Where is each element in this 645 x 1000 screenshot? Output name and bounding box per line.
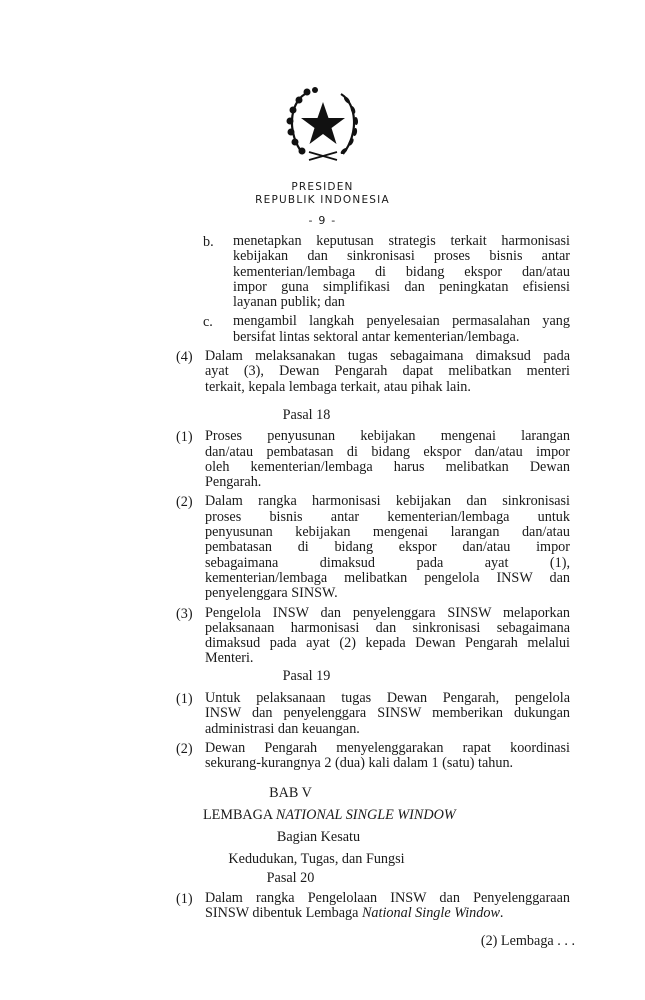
bagian-subtitle: Kedudukan, Tugas, dan Fungsi — [228, 851, 405, 867]
pasal-20-paragraph-1 — [0, 891, 645, 922]
text-line: impor guna simplifikasi dan peningkatan efisiensi — [233, 278, 570, 295]
text-italic: National Single Window — [361, 905, 500, 922]
text-line: dimaksud pada ayat (2) kepada Dewan Pengarah melalui — [205, 635, 570, 652]
text-line: pembatasan di bidang ekspor dan/atau impor — [205, 539, 570, 556]
text-line: bersifat lintas sektoral antar kementerian/lembaga. — [233, 328, 520, 345]
text-line: penyelenggara SINSW. — [205, 585, 338, 602]
continuation-marker: (2) Lembaga . . . — [480, 933, 575, 949]
bab-subtitle-italic: NATIONAL SINGLE WINDOW — [275, 807, 456, 823]
pasal-19-paragraph-1 — [0, 691, 645, 737]
pasal-20-title: Pasal 20 — [266, 870, 315, 886]
pasal-18-paragraph-1 — [0, 429, 645, 490]
text-suffix: . — [499, 905, 504, 922]
text-line: sekurang-kurangnya 2 (dua) kali dalam 1 (satu) tahun. — [205, 755, 514, 772]
bab-title: BAB V — [269, 785, 312, 801]
item-label: c. — [203, 314, 213, 331]
paragraph-number: (3) — [176, 605, 193, 622]
text-prefix: SINSW dibentuk Lembaga — [205, 905, 362, 922]
text-line: Proses penyusunan kebijakan mengenai larangan — [205, 428, 570, 445]
presidential-seal-star-icon — [283, 86, 363, 166]
text-line: layanan publik; dan — [233, 294, 345, 311]
text-line: Dalam rangka Pengelolaan INSW dan Penyelenggaraan — [205, 890, 570, 906]
text-line: mengambil langkah penyelesaian permasalahan yang — [233, 313, 570, 330]
text-line — [205, 906, 570, 921]
bab-subtitle — [203, 807, 456, 824]
header-presiden: PRESIDEN — [291, 181, 354, 193]
text-line: Pengelola INSW dan penyelenggara SINSW melaporkan — [205, 604, 570, 621]
paragraph-4 — [0, 349, 645, 395]
text-line: pelaksanaan harmonisasi dan sinkronisasi sebagaimana — [205, 619, 570, 636]
header-republik-indonesia: REPUBLIK INDONESIA — [255, 194, 390, 206]
text-line: kebijakan dan sinkronisasi proses bisnis antar — [233, 248, 570, 265]
bab-subtitle-prefix: LEMBAGA — [203, 807, 276, 823]
text-line: ayat (3), Dewan Pengarah dapat melibatkan menteri — [205, 363, 570, 380]
text-line: Pengarah. — [205, 474, 262, 491]
text-line: Untuk pelaksanaan tugas Dewan Pengarah, pengelola — [205, 690, 570, 707]
text-line: sebagaimana dimaksud pada ayat (1), — [205, 554, 570, 571]
text-line: Dalam rangka harmonisasi kebijakan dan sinkronisasi — [205, 493, 570, 510]
paragraph-number: (2) — [176, 740, 193, 757]
text-line: INSW dan penyelenggara SINSW memberikan dukungan — [205, 705, 570, 722]
text-line: menetapkan keputusan strategis terkait harmonisasi — [233, 233, 570, 249]
item-c — [0, 314, 645, 345]
paragraph-number: (1) — [176, 891, 193, 907]
bagian-title: Bagian Kesatu — [276, 829, 361, 845]
text-line: Dewan Pengarah menyelenggarakan rapat koordinasi — [205, 739, 570, 756]
pasal-19-paragraph-2 — [0, 741, 645, 772]
paragraph-number: (1) — [176, 691, 193, 708]
text-line: kementerian/lembaga melibatkan pengelola INSW dan — [205, 569, 570, 586]
text-line: kementerian/lembaga di bidang ekspor dan/atau — [233, 263, 570, 280]
paragraph-number: (1) — [176, 429, 193, 446]
text-line: Menteri. — [205, 650, 254, 667]
text-line: terkait, kepala lembaga terkait, atau pihak lain. — [205, 378, 471, 395]
text-line: proses bisnis antar kementerian/lembaga untuk — [205, 508, 570, 525]
item-label: b. — [203, 234, 214, 250]
item-b — [0, 234, 645, 310]
text-line: dan/atau pembatasan di bidang ekspor dan/atau impor — [205, 443, 570, 460]
pasal-18-title: Pasal 18 — [282, 406, 331, 423]
pasal-18-paragraph-2 — [0, 494, 645, 601]
pasal-18-paragraph-3 — [0, 606, 645, 667]
text-line: Dalam melaksanakan tugas sebagaimana dimaksud pada — [205, 348, 570, 365]
paragraph-number: (4) — [176, 349, 193, 366]
document-body — [0, 234, 645, 776]
page-number: - 9 - — [308, 214, 337, 227]
pasal-19-title: Pasal 19 — [282, 667, 331, 684]
text-line: oleh kementerian/lembaga harus melibatkan Dewan — [205, 458, 570, 475]
paragraph-number: (2) — [176, 494, 193, 511]
text-line: administrasi dan keuangan. — [205, 720, 360, 737]
text-line: penyusunan kebijakan mengenai larangan dan/atau — [205, 524, 570, 541]
